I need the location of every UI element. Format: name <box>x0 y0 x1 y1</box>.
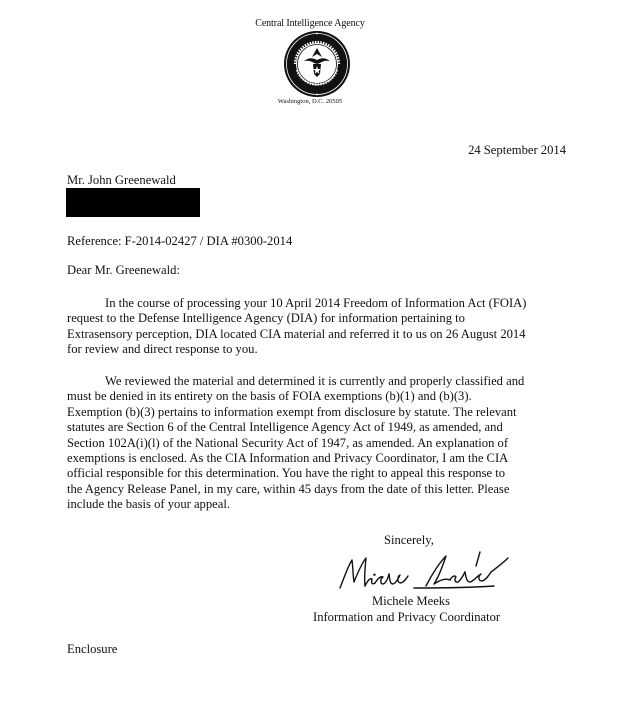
letter-date: 24 September 2014 <box>468 143 566 157</box>
agency-address: Washington, D.C. 20505 <box>277 98 343 105</box>
recipient-name: Mr. John Greenewald <box>67 173 176 187</box>
agency-name: Central Intelligence Agency <box>255 18 365 29</box>
signer-title: Information and Privacy Coordinator <box>313 610 501 624</box>
signer-name: Michele Meeks <box>372 594 450 608</box>
paragraph-2 <box>67 374 524 513</box>
paragraph-line: Exemption (b)(3) pertains to information exempt from disclosure by statute. The relevant <box>67 404 517 419</box>
paragraph-line: We reviewed the material and determined it is currently and properly classified and <box>105 374 525 388</box>
salutation: Dear Mr. Greenewald: <box>67 263 180 277</box>
reference-line: Reference: F-2014-02427 / DIA #0300-2014 <box>67 234 293 248</box>
paragraph-line: statutes are Section 6 of the Central Intelligence Agency Act of 1949, as amended, and <box>67 420 503 435</box>
handwritten-signature <box>334 548 514 596</box>
paragraph-line: for review and direct response to you. <box>67 342 258 357</box>
paragraph-1 <box>67 296 526 358</box>
paragraph-line: In the course of processing your 10 April 2014 Freedom of Information Act (FOIA) <box>105 296 527 310</box>
paragraph-line: official responsible for this determination. You have the right to appeal this response to <box>67 466 506 481</box>
redacted-address-block <box>66 188 200 217</box>
enclosure-note: Enclosure <box>67 642 118 656</box>
paragraph-line: include the basis of your appeal. <box>67 497 230 512</box>
cia-seal-icon <box>283 30 351 98</box>
closing: Sincerely, <box>384 533 434 547</box>
paragraph-line: Extrasensory perception, DIA located CIA material and referred it to us on 26 August 2014 <box>67 326 526 341</box>
paragraph-line: must be denied in its entirety on the basis of FOIA exemptions (b)(1) and (b)(3). <box>67 389 472 404</box>
paragraph-line: request to the Defense Intelligence Agency (DIA) for information pertaining to <box>67 311 465 326</box>
paragraph-line: exemptions is enclosed. As the CIA Information and Privacy Coordinator, I am the CIA <box>67 451 509 466</box>
paragraph-line: Section 102A(i)(l) of the National Security Act of 1947, as amended. An explanation of <box>67 435 509 450</box>
paragraph-line: the Agency Release Panel, in my care, within 45 days from the date of this letter. Please <box>67 481 510 496</box>
